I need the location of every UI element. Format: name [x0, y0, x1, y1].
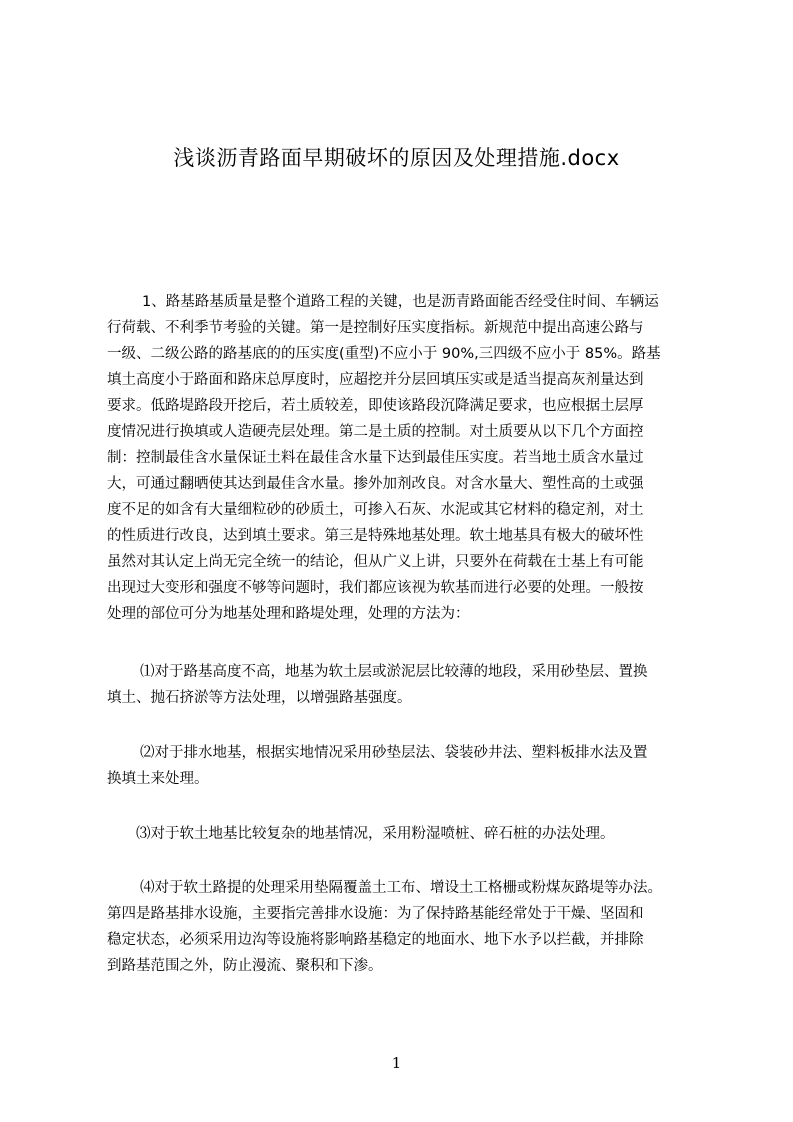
- paragraph-line: 制：控制最佳含水量保证土料在最佳含水量下达到最佳压实度。若当地土质含水量过: [107, 450, 644, 466]
- document-title: 浅谈沥青路面早期破坏的原因及处理措施.docx: [173, 146, 620, 170]
- paragraph-line: 虽然对其认定上尚无完全统一的结论，但从广义上讲，只要外在荷载在士基上有可能: [107, 554, 644, 570]
- paragraph-line: 度情况进行换填或人造硬壳层处理。第二是土质的控制。对土质要从以下几个方面控: [107, 424, 644, 440]
- list-item-line: 填土、抛石挤淤等方法处理，以增强路基强度。: [107, 690, 412, 706]
- paragraph-line: 度不足的如含有大量细粒砂的砂质土，可掺入石灰、水泥或其它材料的稳定剂，对土: [107, 502, 644, 518]
- list-item-line: 换填土来处理。: [107, 771, 209, 787]
- paragraph-line: 1、路基路基质量是整个道路工程的关键，也是沥青路面能否经受住时间、车辆运: [142, 294, 659, 310]
- list-item-line: ⑶对于软土地基比较复杂的地基情况，采用粉湿喷桩、碎石桩的办法处理。: [136, 826, 615, 842]
- list-item-line: ⑵对于排水地基，根据实地情况采用砂垫层法、袋装砂井法、塑料板排水法及置: [140, 745, 648, 761]
- list-item-line: 到路基范围之外，防止漫流、聚积和下渗。: [107, 958, 383, 974]
- list-item-line: ⑴对于路基高度不高，地基为软土层或淤泥层比较薄的地段，采用砂垫层、置换: [140, 664, 648, 680]
- paragraph-line: 处理的部位可分为地基处理和路堤处理，处理的方法为：: [107, 606, 470, 622]
- list-item-line: 第四是路基排水设施，主要指完善排水设施：为了保持路基能经常处于干燥、坚固和: [107, 906, 644, 922]
- paragraph-line: 一级、二级公路的路基底的的压实度(重型)不应小于 90%,三四级不应小于 85%。路基: [107, 346, 661, 362]
- paragraph-line: 大，可通过翻晒使其达到最佳含水量。掺外加剂改良。对含水量大、塑性高的土或强: [107, 476, 644, 492]
- paragraph-line: 的性质进行改良，达到填土要求。第三是特殊地基处理。软土地基具有极大的破坏性: [107, 528, 644, 544]
- paragraph-line: 出现过大变形和强度不够等问题时，我们都应该视为软基而进行必要的处理。一般按: [107, 580, 644, 596]
- paragraph-line: 行荷载、不利季节考验的关键。第一是控制好压实度指标。新规范中提出高速公路与: [107, 320, 644, 336]
- paragraph-line: 要求。低路堤路段开挖后，若土质较差，即使该路段沉降满足要求，也应根据土层厚: [107, 398, 644, 414]
- page-number: 1: [391, 1054, 402, 1072]
- list-item-line: 稳定状态，必须采用边沟等设施将影响路基稳定的地面水、地下水予以拦截，并排除: [107, 932, 644, 948]
- paragraph-line: 填土高度小于路面和路床总厚度时，应超挖并分层回填压实或是适当提高灰剂量达到: [107, 372, 644, 388]
- list-item-line: ⑷对于软土路提的处理采用垫隔覆盖土工布、增设土工格栅或粉煤灰路堤等办法。: [140, 880, 662, 896]
